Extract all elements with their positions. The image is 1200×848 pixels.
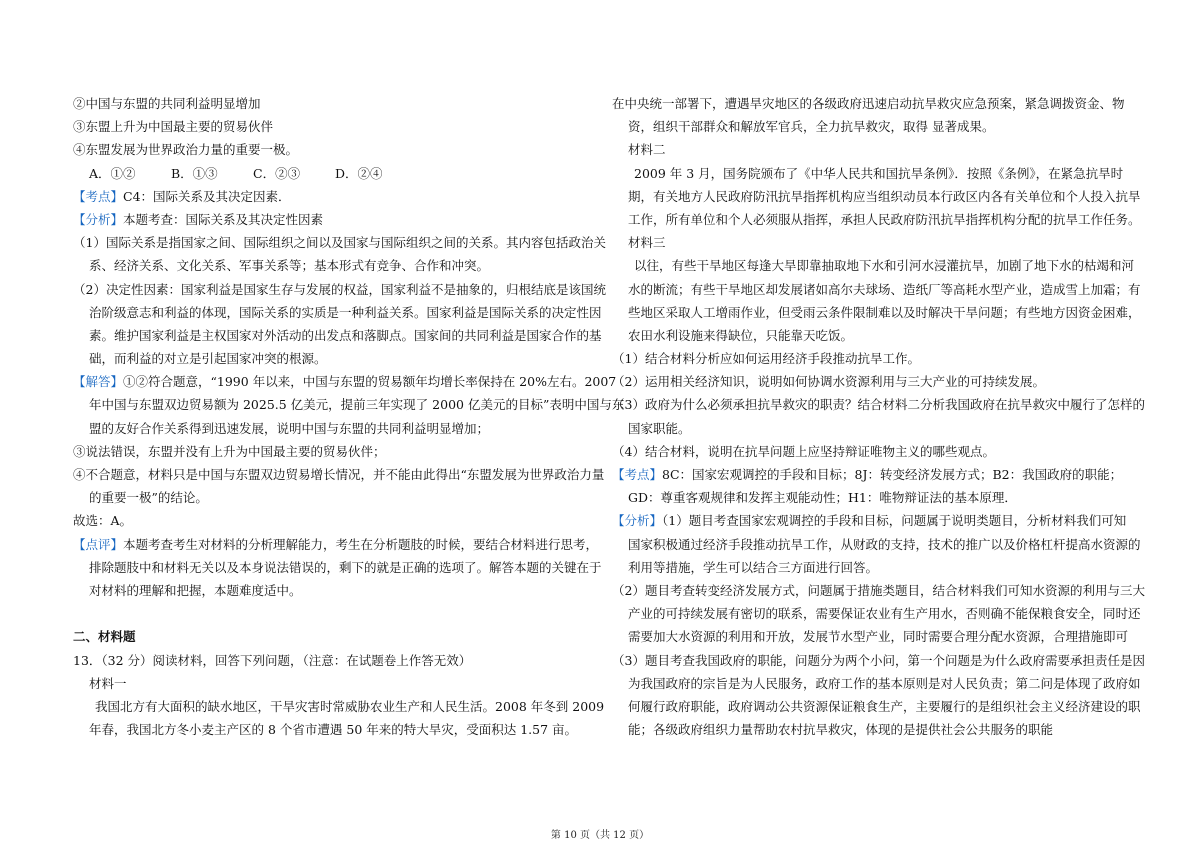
fenxi-line: （3）题目考查我国政府的职能，问题分为两个小问，第一个问题是为什么政府需要承担责任是因 [612, 652, 1145, 668]
material3-line: 农田水利设施来得缺位，只能靠天吃饭。 [628, 327, 854, 343]
fenxi-line: （2）题目考查转变经济发展方式，问题属于措施类题目，结合材料我们可知水资源的利用与三大 [612, 582, 1145, 598]
material2-line: 2009 年 3 月，国务院颁布了《中华人民共和国抗旱条例》．按照《条例》，在紧急抗旱时 [634, 165, 1124, 181]
analysis-line: （1）国际关系是指国家之间、国际组织之间以及国家与国际组织之间的关系。其内容包括政治关 [73, 235, 606, 251]
material2-title: 材料二 [628, 142, 666, 158]
fenxi-line: 为我国政府的宗旨是为人民服务，政府工作的基本原则是对人民负责；第二问是体现了政府如 [628, 675, 1141, 691]
kaodian-text: C4：国际关系及其决定因素． [123, 188, 291, 204]
material3-line: 以往，有些干旱地区每逢大旱即靠抽取地下水和引河水浸灌抗旱，加剧了地下水的枯竭和河 [634, 258, 1135, 274]
jieda-line: 盟的友好合作关系得到迅速发展，说明中国与东盟的共同利益明显增加； [89, 420, 490, 436]
fenxi-line: 需要加大水资源的利用和开放，发展节水型产业，同时需要合理分配水资源，合理措施即可 [628, 629, 1129, 645]
jieda-line [73, 370, 617, 393]
wrong-option-line: ③说法错误，东盟并没有上升为中国最主要的贸易伙伴； [73, 443, 386, 459]
fenxi-line [73, 208, 593, 231]
material2-line: 工作，所有单位和个人必须服从指挥，承担人民政府防汛抗旱指挥机构分配的抗旱工作任务。 [628, 211, 1141, 227]
dianping-text: 本题考查考生对材料的分析理解能力，考生在分析题肢的时候，要结合材料进行思考， [123, 536, 599, 552]
material3-line: 些地区采取人工增雨作业，但受雨云条件限制难以及时解决干旱问题；有些地方因资金困难， [628, 304, 1141, 320]
fenxi-text: 本题考查：国际关系及其决定性因素 [123, 211, 324, 227]
question-13: 13．（32 分）阅读材料，回答下列问题，（注意：在试题卷上作答无效） [73, 652, 472, 668]
wrong-option-line: 的重要一极”的结论。 [89, 490, 208, 506]
option-line: ③东盟上升为中国最主要的贸易伙伴 [73, 119, 274, 135]
question-line: （2）运用相关经济知识，说明如何协调水资源利用与三大产业的可持续发展。 [612, 374, 1045, 390]
fenxi-text: （1）题目考查国家宏观调控的手段和目标，问题属于说明类题目，分析材料我们可知 [662, 513, 1127, 529]
option-line: ②中国与东盟的共同利益明显增加 [73, 96, 261, 111]
fenxi-tag: 【分析】 [612, 513, 663, 529]
spacer [73, 602, 593, 625]
dianping-line [73, 533, 599, 556]
fenxi-line: 产业的可持续发展有密切的联系，需要保证农业有生产用水，否则确不能保粮食安全，同时还 [628, 606, 1141, 622]
page-footer: 第 10 页（共 12 页） [550, 830, 650, 841]
choice-c: C．②③ [253, 165, 301, 181]
fenxi-line [612, 509, 1132, 532]
choice-a: A．①② [89, 165, 136, 181]
fenxi-line: 国家积极通过经济手段推动抗旱工作，从财政的支持，技术的推广以及价格杠杆提高水资源的 [628, 536, 1141, 552]
dianping-line: 排除题肢中和材料无关以及本身说法错误的，剩下的就是正确的选项了。解答本题的关键在于 [89, 559, 602, 575]
analysis-line: 系、经济关系、文化关系、军事关系等；基本形式有竞争、合作和冲突。 [89, 258, 490, 274]
material3-title: 材料三 [628, 235, 666, 251]
kaodian-tag: 【考点】 [612, 467, 663, 482]
fenxi-line: 能；各级政府组织力量帮助农村抗旱救灾，体现的是提供社会公共服务的职能 [628, 722, 1054, 738]
kaodian-line: GD：尊重客观规律和发挥主观能动性；H1：唯物辩证法的基本原理． [628, 490, 1017, 506]
option-line: ④东盟发展为世界政治力量的重要一极。 [73, 142, 299, 158]
jieda-tag: 【解答】 [73, 374, 124, 390]
question-line: 国家职能。 [628, 420, 691, 436]
material1-cont-line: 在中央统一部署下，遭遇旱灾地区的各级政府迅速启动抗旱救灾应急预案，紧急调拨资金、物 [612, 96, 1125, 111]
left-column [73, 92, 625, 741]
choice-d: D．②④ [335, 165, 383, 181]
answer-line: 故选：A。 [73, 513, 133, 529]
dianping-tag: 【点评】 [73, 536, 124, 552]
section-title: 二、材料题 [73, 629, 136, 645]
analysis-line: 治阶级意志和利益的体现，国际关系的实质是一种利益关系。国家利益是国际关系的决定性因 [89, 304, 602, 320]
analysis-line: （2）决定性因素：国家利益是国家生存与发展的权益，国家利益不是抽象的，归根结底是该国统 [73, 281, 606, 297]
question-line: （1）结合材料分析应如何运用经济手段推动抗旱工作。 [612, 351, 920, 367]
kaodian-tag: 【考点】 [73, 188, 124, 204]
jieda-line: 年中国与东盟双边贸易额为 2025.5 亿美元，提前三年实现了 2000 亿美元的目标”表明中国与东 [89, 397, 625, 413]
fenxi-line: 利用等措施，学生可以结合三方面进行回答。 [628, 559, 879, 575]
material1-title: 材料一 [89, 675, 127, 691]
jieda-text: ①②符合题意，“1990 年以来，中国与东盟的贸易额年均增长率保持在 20%左右。2007 [123, 374, 617, 390]
right-column [612, 92, 1145, 741]
fenxi-line: 何履行政府职能，政府调动公共资源保证粮食生产，主要履行的是组织社会主义经济建设的职 [628, 698, 1141, 714]
kaodian-line [612, 463, 1132, 486]
material3-line: 水的断流；有些干旱地区却发展诸如高尔夫球场、造纸厂等高耗水型产业，造成雪上加霜；有 [628, 281, 1141, 297]
question-line: （4）结合材料，说明在抗旱问题上应坚持辩证唯物主义的哪些观点。 [612, 443, 995, 459]
kaodian-line [73, 185, 593, 208]
fenxi-tag: 【分析】 [73, 211, 124, 227]
wrong-option-line: ④不合题意，材料只是中国与东盟双边贸易增长情况，并不能由此得出“东盟发展为世界政治力量 [73, 467, 605, 482]
material1-cont-line: 资，组织干部群众和解放军官兵，全力抗旱救灾，取得 显著成果。 [628, 119, 995, 135]
question-line: （3）政府为什么必须承担抗旱救灾的职责？结合材料二分析我国政府在抗旱救灾中履行了怎样的 [612, 397, 1145, 413]
dianping-line: 对材料的理解和把握，本题难度适中。 [89, 582, 302, 598]
material2-line: 期，有关地方人民政府防汛抗旱指挥机构应当组织动员本行政区内各有关单位和个人投入抗旱 [628, 188, 1141, 204]
analysis-line: 素。维护国家利益是主权国家对外活动的出发点和落脚点。国家间的共同利益是国家合作的基 [89, 327, 602, 343]
material1-line: 我国北方有大面积的缺水地区，干旱灾害时常威胁农业生产和人民生活。2008 年冬到 2009 [95, 698, 605, 714]
kaodian-text: 8C：国家宏观调控的手段和目标；8J：转变经济发展方式；B2：我国政府的职能； [662, 467, 1123, 482]
analysis-line: 础，而利益的对立是引起国家冲突的根源。 [89, 351, 327, 367]
material1-line: 年春，我国北方冬小麦主产区的 8 个省市遭遇 50 年来的特大旱灾，受面积达 1.57 亩。 [89, 722, 578, 738]
choice-b: B．①③ [171, 165, 218, 181]
answer-choices [73, 162, 593, 185]
